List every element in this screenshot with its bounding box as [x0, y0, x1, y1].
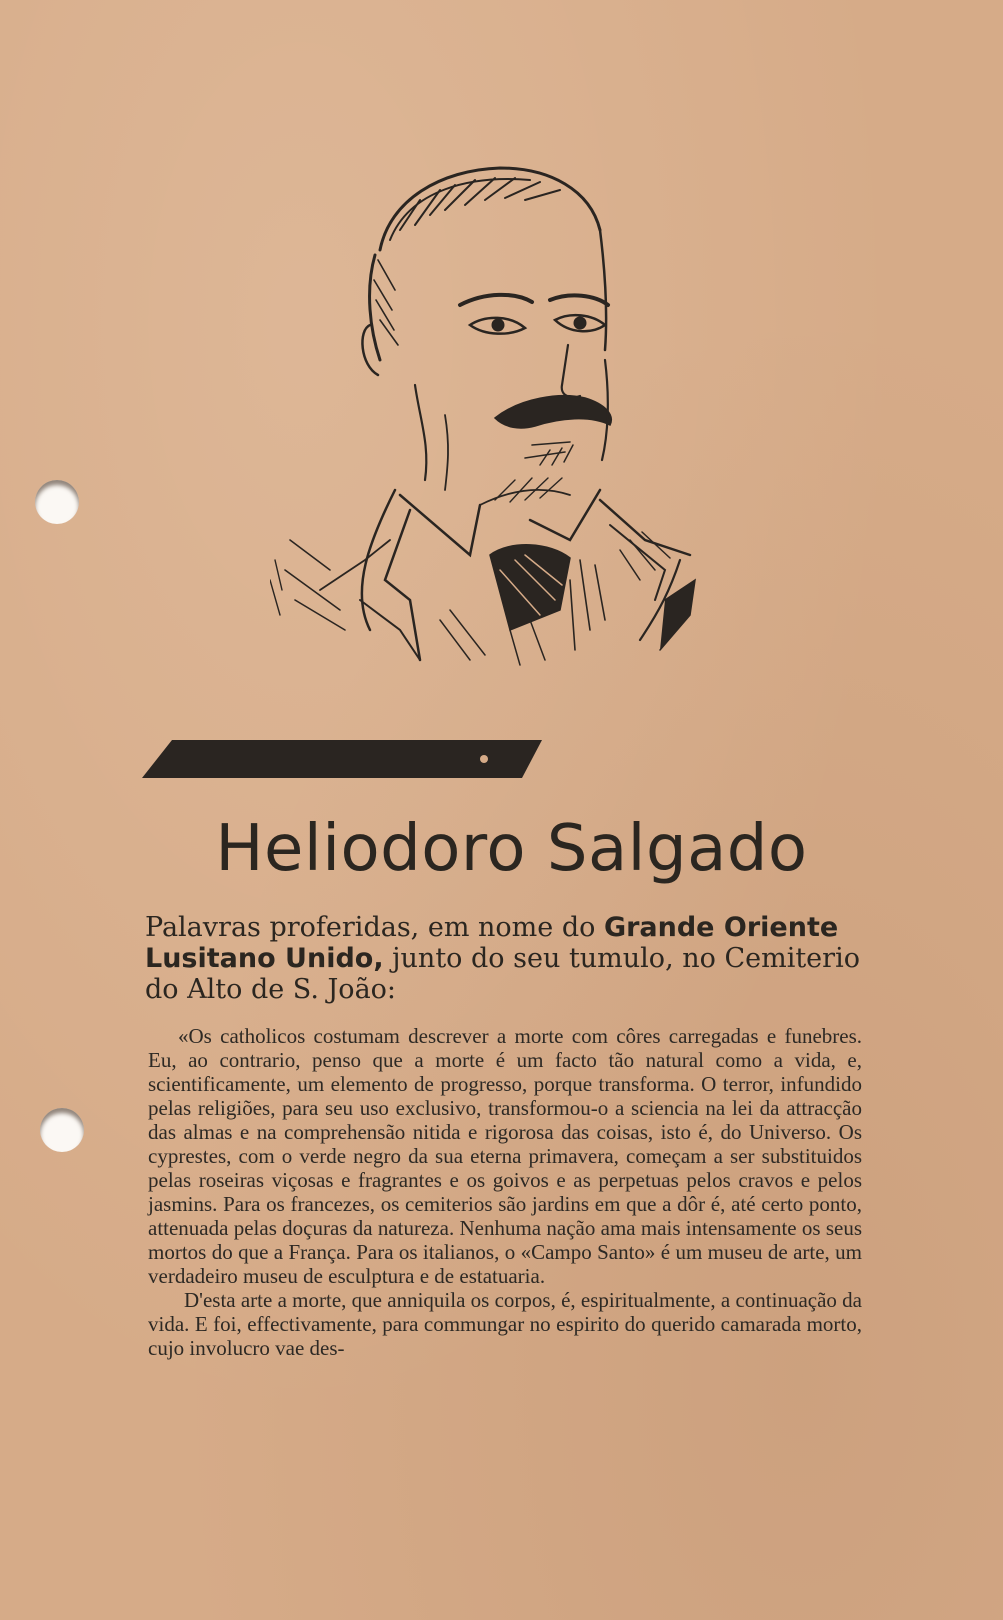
intro-text-end: junto do seu tumulo, no Cemiterio do Alto de S. João: — [145, 943, 860, 1005]
document-title: Heliodoro Salgado — [215, 812, 808, 886]
speech-body — [148, 1024, 862, 1360]
punch-hole-top — [35, 480, 79, 524]
punch-hole-bottom — [40, 1108, 84, 1152]
speech-paragraph-1: «Os catholicos costumam descrever a morte com côres carregadas e funebres. Eu, ao contrario, penso que a morte é um facto tão natural como a vida, e, scientificamente, um elemento de progresso, porque transforma. O terror, infundido pelas religiões, para seu uso exclusivo, transformou-o a sciencia na lei da attracção das almas e na comprehensão nitida e rigorosa das coisas, isto é, do Universo. Os cyprestes, com o verde negro da sua eterna primavera, começam a ser substituidos pelas roseiras viçosas e fragrantes e os goivos e as perpetuas pelos cravos e pelos jasmins. Para os francezes, os cemiterios são jardins em que a dôr é, até certo ponto, attenuada pelas doçuras da natureza. Nenhuma nação ama mais intensamente os seus mortos do que a França. Para os italianos, o «Campo Santo» é um museu de arte, um verdadeiro museu de esculptura e de estatuaria. — [148, 1024, 862, 1288]
portrait-illustration — [270, 160, 730, 690]
intro-text-start: Palavras proferidas, em nome do — [145, 912, 604, 943]
document-intro — [145, 912, 865, 1005]
decorative-bar — [142, 740, 542, 778]
speech-paragraph-2: D'esta arte a morte, que anniquila os corpos, é, espiritualmente, a continuação da vida. E foi, effectivamente, para commungar no espirito do querido camarada morto, cujo involucro vae des- — [148, 1288, 862, 1360]
organization-name: Grande Oriente Lusitano Unido, — [145, 912, 839, 974]
